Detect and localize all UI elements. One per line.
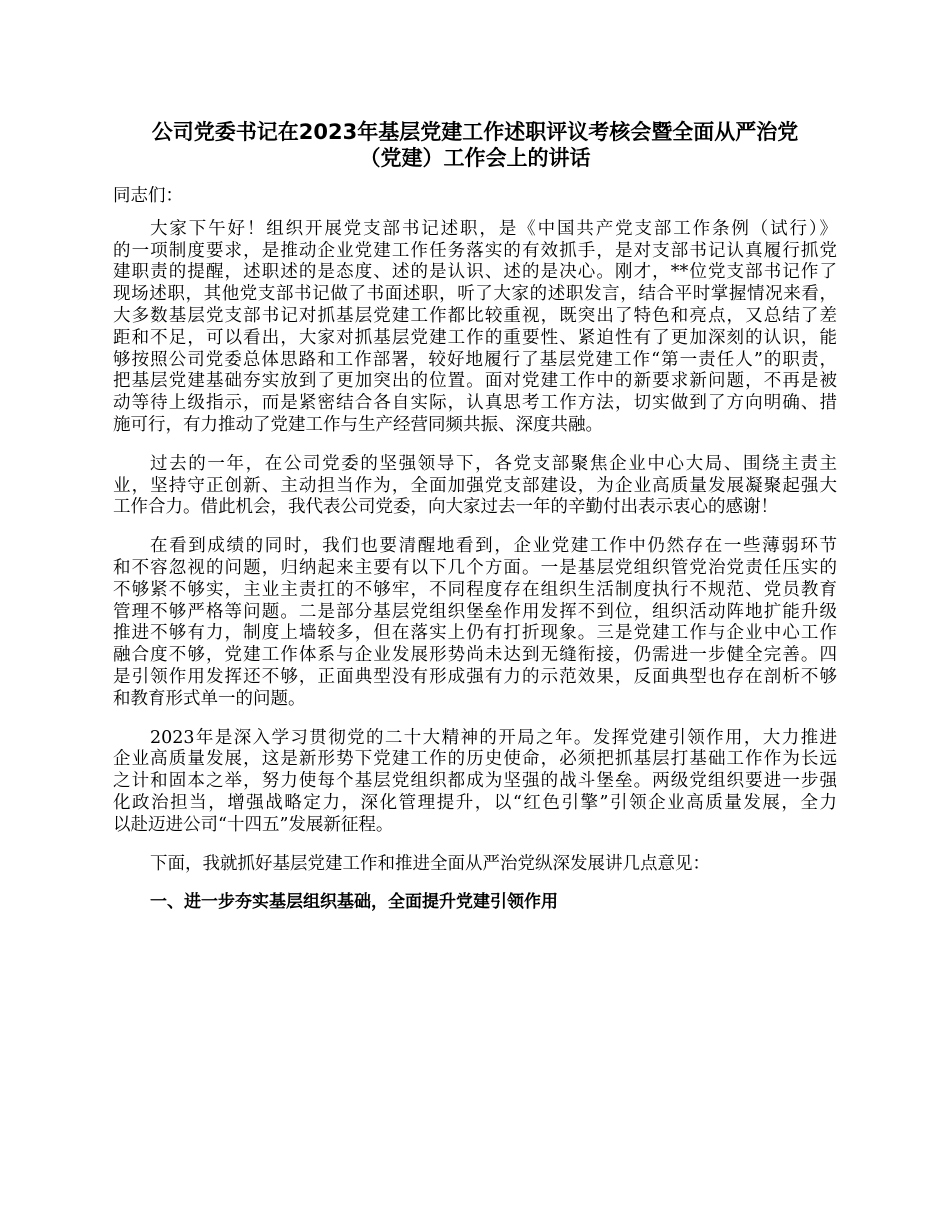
- paragraph-line: 2023年是深入学习贯彻党的二十大精神的开局之年。发挥党建引领作用，大力推进: [150, 727, 837, 748]
- paragraph-line: 以赴迈进公司“十四五”发展新征程。: [113, 814, 394, 835]
- paragraph: [113, 854, 837, 876]
- paragraph-line: 够按照公司党委总体思路和工作部署，较好地履行了基层党建工作“第一责任人”的职责，: [113, 349, 837, 370]
- paragraph-line: 大多数基层党支部书记对抓基层党建工作都比较重视，既突出了特色和亮点，又总结了差: [113, 305, 837, 326]
- paragraph: [113, 536, 837, 710]
- paragraph-line: 和教育形式单一的问题。: [113, 688, 306, 709]
- paragraph-line: 动等待上级指示，而是紧密结合各自实际，认真思考工作方法，切实做到了方向明确、措: [113, 393, 837, 414]
- paragraph: [113, 454, 837, 519]
- paragraph-line: 不够紧不够实，主业主责扛的不够牢，不同程度存在组织生活制度执行不规范、党员教育: [113, 579, 837, 600]
- document-page: [113, 119, 837, 914]
- paragraph-line: 大家下午好！组织开展党支部书记述职，是《中国共产党支部工作条例（试行）》: [150, 218, 837, 239]
- title-line: 公司党委书记在2023年基层党建工作述职评议考核会暨全面从严治党: [151, 120, 799, 144]
- paragraph-line: 企业高质量发展，这是新形势下党建工作的历史使命，必须把抓基层打基础工作作为长远: [113, 749, 837, 770]
- paragraph-line: 在看到成绩的同时，我们也要清醒地看到，企业党建工作中仍然存在一些薄弱环节: [150, 536, 837, 557]
- paragraph-line: 化政治担当，增强战略定力，深化管理提升，以“红色引擎”引领企业高质量发展，全力: [113, 792, 837, 813]
- paragraph-line: 业，坚持守正创新、主动担当作为，全面加强党支部建设，为企业高质量发展凝聚起强大: [113, 475, 837, 496]
- paragraph-line: 是引领作用发挥还不够，正面典型没有形成强有力的示范效果，反面典型也存在剖析不够: [113, 666, 837, 687]
- paragraph-line: 工作合力。借此机会，我代表公司党委，向大家过去一年的辛勤付出表示衷心的感谢！: [113, 497, 778, 518]
- section-heading: 一、进一步夯实基层组织基础，全面提升党建引领作用: [150, 892, 558, 913]
- paragraph-line: 把基层党建基础夯实放到了更加突出的位置。面对党建工作中的新要求新问题，不再是被: [113, 371, 837, 392]
- paragraph-line: 之计和固本之举，努力使每个基层党组织都成为坚强的战斗堡垒。两级党组织要进一步强: [113, 771, 837, 792]
- paragraph-line: 建职责的提醒，述职述的是态度、述的是认识、述的是决心。刚才，**位党支部书记作了: [113, 262, 837, 283]
- title-line: （党建）工作会上的讲话: [359, 146, 591, 170]
- paragraph-line: 现场述职，其他党支部书记做了书面述职，听了大家的述职发言，结合平时掌握情况来看，: [113, 284, 837, 305]
- paragraph-line: 的一项制度要求，是推动企业党建工作任务落实的有效抓手，是对支部书记认真履行抓党: [113, 240, 837, 261]
- paragraph-line: 推进不够有力，制度上墙较多，但在落实上仍有打折现象。三是党建工作与企业中心工作: [113, 623, 837, 644]
- paragraph: [113, 728, 837, 837]
- paragraph-line: 融合度不够，党建工作体系与企业发展形势尚未达到无缝衔接，仍需进一步健全完善。四: [113, 645, 837, 666]
- paragraph-line: 下面，我就抓好基层党建工作和推进全面从严治党纵深发展讲几点意见：: [150, 853, 710, 874]
- document-title: [113, 119, 837, 171]
- paragraph-line: 施可行，有力推动了党建工作与生产经营同频共振、深度共融。: [113, 414, 603, 435]
- paragraph-line: 距和不足，可以看出，大家对抓基层党建工作的重要性、紧迫性有了更加深刻的认识，能: [113, 327, 837, 348]
- paragraph-line: 和不容忽视的问题，归纳起来主要有以下几个方面。一是基层党组织管党治党责任压实的: [113, 557, 837, 578]
- paragraph: [113, 219, 837, 437]
- paragraph-line: 过去的一年，在公司党委的坚强领导下，各党支部聚焦企业中心大局、围绕主责主: [150, 453, 837, 474]
- body-paragraphs: [113, 219, 837, 876]
- salutation: 同志们：: [113, 186, 183, 206]
- paragraph-line: 管理不够严格等问题。二是部分基层党组织堡垒作用发挥不到位，组织活动阵地扩能升级: [113, 601, 837, 622]
